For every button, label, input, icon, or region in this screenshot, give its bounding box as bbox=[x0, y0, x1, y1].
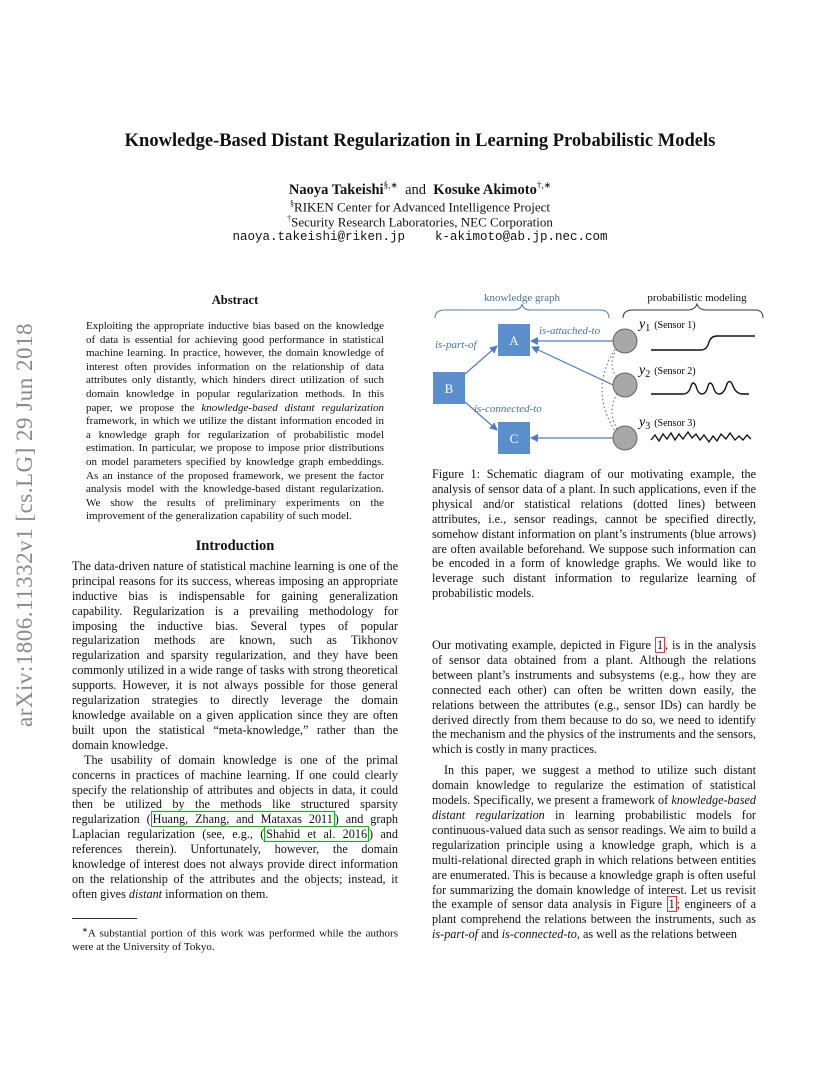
footnote-rule bbox=[72, 918, 137, 919]
affiliation-2-text: Security Research Laboratories, NEC Corporation bbox=[291, 214, 553, 230]
sensor-2-signal bbox=[651, 381, 749, 394]
right-p2-part-e: , as well as the relations between bbox=[576, 927, 737, 942]
affiliation-1-mark: § bbox=[290, 199, 295, 208]
right-p2-emphasis-2: is-part-of bbox=[432, 927, 479, 942]
right-p2-part-d: and bbox=[478, 927, 502, 942]
sensor-1-signal bbox=[651, 336, 755, 350]
right-p2-emphasis-3: is-connected-to bbox=[501, 927, 577, 942]
sensor-3-signal bbox=[651, 432, 751, 442]
left-column bbox=[72, 293, 398, 902]
citation-shahid-2016[interactable]: Shahid et al. 2016 bbox=[266, 827, 368, 842]
abstract-part-2: framework, in which we utilize the distant information encoded in a knowledge graph for regularization of probabilistic model estimation. In particular, we propose to impose prior distributions on model parameters specified by knowledge graph embeddings. As an instance of the proposed framework, we present the factor analysis model with the knowledge-based distant regularization. We show the results of preliminary experiments on the improvement of the generalization capability of such model. bbox=[86, 415, 384, 523]
node-c-label: C bbox=[509, 431, 519, 446]
intro-p2-part-b: ) and graph Laplacian regularization (see, e.g., ( bbox=[72, 812, 399, 842]
intro-p2-part-d: information on them. bbox=[162, 886, 269, 901]
dotted-relation-2-3 bbox=[612, 390, 619, 432]
footnote-mark: ∗ bbox=[82, 926, 88, 934]
right-p2-part-a: In this paper, we suggest a method to utilize such distant domain knowledge to regularize the estimation of statistical models. Specifically, we present a framework of bbox=[432, 763, 756, 808]
intro-p2-part-a: The usability of domain knowledge is one of the primal concerns in practices of machine learning. If one could clearly specify the relationship of attributes and objects in data, it could then be utilized by the methods like structured sparsity regularization ( bbox=[72, 752, 398, 827]
arrow-sensor2-to-a bbox=[532, 347, 613, 385]
citation-huang-2011[interactable]: Huang, Zhang, and Mataxas 2011 bbox=[152, 812, 333, 827]
affiliation-1 bbox=[70, 199, 770, 215]
sensor-3-label: y3 (Sensor 3) bbox=[639, 415, 696, 432]
right-p1-part-b: , is in the analysis of sensor data obtained from a plant. Although the relations between plant’s instruments and subsystems (e.g., how they are connected each other) can often be written down easily, the relations between the attributes (e.g., sensor IDs) can hardly be derived directly from them because to do so, we need to identify the mechanism and the physics of the instruments and the sensors, which is costly in many practices. bbox=[432, 638, 757, 757]
arxiv-identifier: arXiv:1806.11332v1 [cs.LG] 29 Jun 2018 bbox=[12, 323, 37, 727]
right-p2-part-b: in learning probabilistic models for continuous-valued data such as sensor readings. We aim to build a regularization principle using a knowledge graph, which is a multi-relational directed graph in which relations between entities are enumerated. This is because a knowledge graph is often useful for summarizing the domain knowledge of interest. Let us revisit the example of sensor data analysis in Figure bbox=[432, 807, 756, 912]
right-paragraph-1 bbox=[432, 638, 756, 757]
probabilistic-modeling-brace bbox=[623, 304, 763, 318]
abstract-text bbox=[86, 320, 384, 524]
abstract-emphasis: knowledge-based distant regularization bbox=[201, 401, 385, 414]
node-b-label: B bbox=[444, 381, 454, 396]
right-p2-part-c: ; engineers of a plant comprehend the relations between the instruments, such as bbox=[432, 897, 756, 927]
footnote bbox=[72, 924, 398, 955]
right-paragraph-2 bbox=[432, 763, 756, 942]
paper-title: Knowledge-Based Distant Regularization in Learning Probabilistic Models bbox=[124, 131, 716, 151]
affiliation-2 bbox=[70, 214, 770, 230]
affiliation-1-text: RIKEN Center for Advanced Intelligence Project bbox=[294, 199, 550, 215]
right-p2-emphasis-1: knowledge-based distant regularization bbox=[432, 793, 756, 822]
node-a-label: A bbox=[509, 333, 519, 348]
sensor-2-label: y2 (Sensor 2) bbox=[639, 363, 696, 380]
abstract-heading: Abstract bbox=[211, 293, 259, 307]
intro-p2-emphasis: distant bbox=[128, 886, 163, 901]
figure-ref-1[interactable]: 1 bbox=[656, 638, 664, 652]
relation-is-attached-to: is-attached-to bbox=[539, 325, 601, 337]
affiliation-2-mark: † bbox=[287, 214, 292, 223]
figure-1-diagram bbox=[425, 284, 765, 464]
author-emails bbox=[70, 230, 770, 244]
author-1-marks: §,∗ bbox=[383, 180, 398, 190]
intro-paragraph-2 bbox=[72, 753, 398, 902]
abstract-part-1: Exploiting the appropriate inductive bias based on the knowledge of data is essential for achieving good performance in statistical machine learning. In practice, however, the domain knowledge of interest often provides information on the relationship of data attributes only distantly, which hinders direct utilization of such domain knowledge in popular regularization methods. In this paper, we propose the bbox=[86, 320, 384, 414]
right-column bbox=[432, 638, 756, 942]
right-p1-part-a: Our motivating example, depicted in Figure bbox=[432, 638, 655, 652]
relation-is-connected-to: is-connected-to bbox=[474, 403, 542, 415]
author-1-name: Naoya Takeishi bbox=[288, 181, 384, 198]
sensor-3-node bbox=[613, 426, 637, 450]
introduction-heading: Introduction bbox=[195, 537, 275, 554]
footnote-text: A substantial portion of this work was performed while the authors were at the University of Tokyo. bbox=[72, 927, 398, 954]
probabilistic-modeling-label: probabilistic modeling bbox=[647, 292, 747, 304]
sensor-2-node bbox=[613, 373, 637, 397]
sensor-1-label: y1 (Sensor 1) bbox=[639, 317, 696, 334]
figure-1-caption: Figure 1: Schematic diagram of our motivating example, the analysis of sensor data of a plant. In such applications, even if the physical and/or statistical relations (dotted lines) between attributes, i.e., sensor readings, cannot be specified directly, somehow distant information on plant’s instruments (blue arrows) are often available beforehand. We suppose such information can be encoded in a form of knowledge graphs. We would like to leverage such distant information to regularize learning of probabilistic models. bbox=[432, 467, 756, 601]
email-1[interactable]: naoya.takeishi@riken.jp bbox=[232, 230, 405, 244]
figure-1 bbox=[425, 284, 765, 464]
email-2[interactable]: k-akimoto@ab.jp.nec.com bbox=[435, 230, 608, 244]
intro-p2-part-c: ) and references therein). Unfortunately, however, the domain knowledge of interest does not always provide direct information on the relationship of the attributes and the objects; instead, it often gives bbox=[72, 827, 398, 901]
author-line bbox=[70, 180, 770, 199]
sensor-1-node bbox=[613, 329, 637, 353]
relation-is-part-of: is-part-of bbox=[435, 339, 477, 351]
author-2-marks: †,∗ bbox=[536, 180, 552, 190]
knowledge-graph-brace bbox=[435, 304, 609, 318]
intro-paragraph-1: The data-driven nature of statistical machine learning is one of the principal reasons for its success, whereas imposing an appropriate inductive bias is indispensable for gaining generalization capability. Regularization is a prevailing methodology for imposing the inductive bias. Several types of popular regularization methods are known, such as Tikhonov regularization and sparsity regularization, and they have been commonly utilized in a wide range of tasks with strong theoretical supports. However, it is not always possible for those general regularization strategies to directly leverage the domain knowledge available on a given application since they are often built upon the statistical “meta-knowledge,” rather than the domain knowledge. bbox=[72, 558, 398, 752]
figure-ref-2[interactable]: 1 bbox=[668, 897, 675, 912]
knowledge-graph-label: knowledge graph bbox=[483, 292, 561, 304]
author-2-name: Kosuke Akimoto bbox=[433, 181, 537, 198]
author-and: and bbox=[405, 181, 427, 198]
